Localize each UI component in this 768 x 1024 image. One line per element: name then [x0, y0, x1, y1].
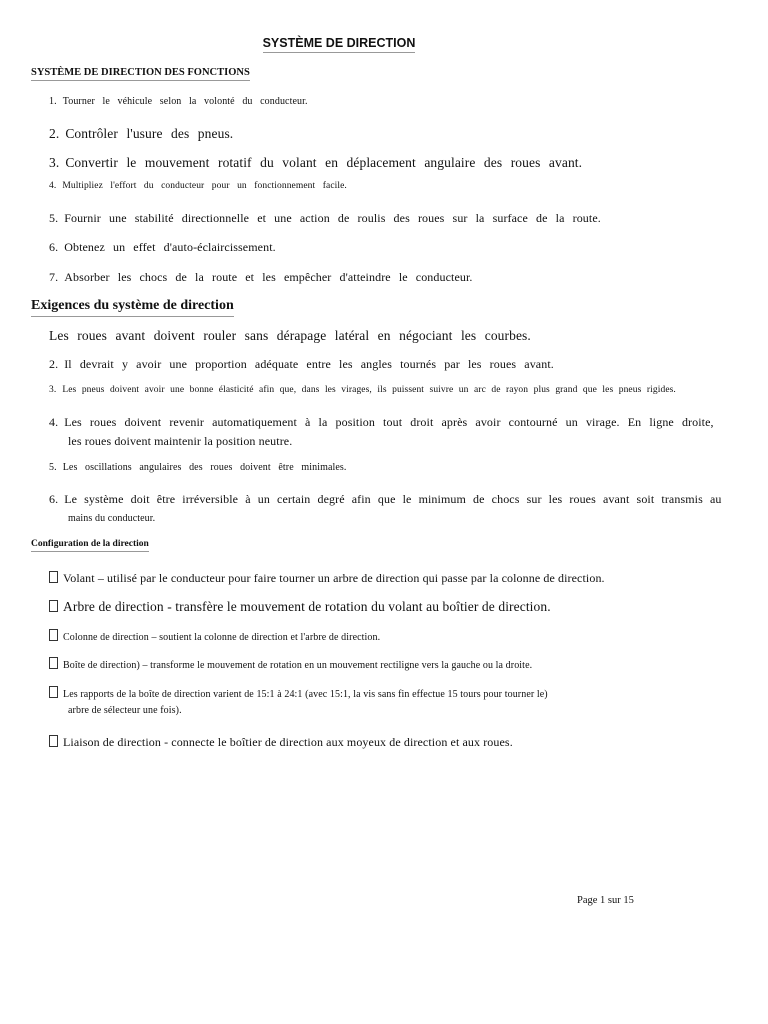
list-item: 4. Multipliez l'effort du conducteur pour un fonctionnement facile. — [49, 181, 347, 191]
page-title: SYSTÈME DE DIRECTION — [0, 36, 678, 53]
list-item: Les roues avant doivent rouler sans dérapage latéral en négociant les courbes. — [49, 328, 531, 343]
list-item: 2. Contrôler l'usure des pneus. — [49, 126, 234, 141]
list-item: 3. Convertir le mouvement rotatif du volant en déplacement angulaire des roues avant. — [49, 155, 583, 170]
bullet-item: Arbre de direction - transfère le mouvement de rotation du volant au boîtier de direction. — [49, 599, 551, 615]
checkbox-glyph-icon — [49, 686, 58, 698]
list-item: 1. Tourner le véhicule selon la volonté du conducteur. — [49, 96, 308, 107]
list-item: 5. Les oscillations angulaires des roues doivent être minimales. — [49, 462, 347, 473]
checkbox-glyph-icon — [49, 571, 58, 583]
checkbox-glyph-icon — [49, 657, 58, 669]
list-item: 4. Les roues doivent revenir automatiquement à la position tout droit après avoir contourné un virage. En ligne droite, — [49, 415, 714, 429]
list-item-continuation: mains du conducteur. — [68, 513, 156, 524]
page-number: Page 1 sur 15 — [577, 895, 634, 906]
section-heading-requirements: Exigences du système de direction — [31, 298, 234, 317]
bullet-item: Liaison de direction - connecte le boîtier de direction aux moyeux de direction et aux roues. — [49, 735, 513, 750]
bullet-item: Volant – utilisé par le conducteur pour faire tourner un arbre de direction qui passe par la colonne de direction. — [49, 571, 605, 586]
checkbox-glyph-icon — [49, 600, 58, 612]
list-item: 5. Fournir une stabilité directionnelle et une action de roulis des roues sur la surface de la route. — [49, 211, 601, 225]
list-item: 3. Les pneus doivent avoir une bonne élasticité afin que, dans les virages, ils puissent suivre un arc de rayon plus grand que les pneus rigides. — [49, 385, 676, 395]
section-heading-functions: SYSTÈME DE DIRECTION DES FONCTIONS — [31, 67, 250, 81]
checkbox-glyph-icon — [49, 735, 58, 747]
list-item: 7. Absorber les chocs de la route et les empêcher d'atteindre le conducteur. — [49, 270, 473, 284]
list-item: 6. Obtenez un effet d'auto-éclaircissement. — [49, 240, 276, 254]
bullet-item: Colonne de direction – soutient la colonne de direction et l'arbre de direction. — [49, 629, 380, 643]
bullet-item: Boîte de direction) – transforme le mouvement de rotation en un mouvement rectiligne vers la gauche ou la droite. — [49, 657, 532, 671]
section-heading-configuration: Configuration de la direction — [31, 539, 149, 552]
list-item-continuation: les roues doivent maintenir la position neutre. — [68, 434, 293, 448]
list-item: 2. Il devrait y avoir une proportion adéquate entre les angles tournés par les roues avant. — [49, 357, 554, 371]
list-item: 6. Le système doit être irréversible à un certain degré afin que le minimum de chocs sur les roues avant soit transmis au — [49, 492, 722, 506]
bullet-item-continuation: arbre de sélecteur une fois). — [68, 705, 182, 716]
checkbox-glyph-icon — [49, 629, 58, 641]
bullet-item: Les rapports de la boîte de direction varient de 15:1 à 24:1 (avec 15:1, la vis sans fin effectue 15 tours pour tourner le) — [49, 686, 548, 700]
